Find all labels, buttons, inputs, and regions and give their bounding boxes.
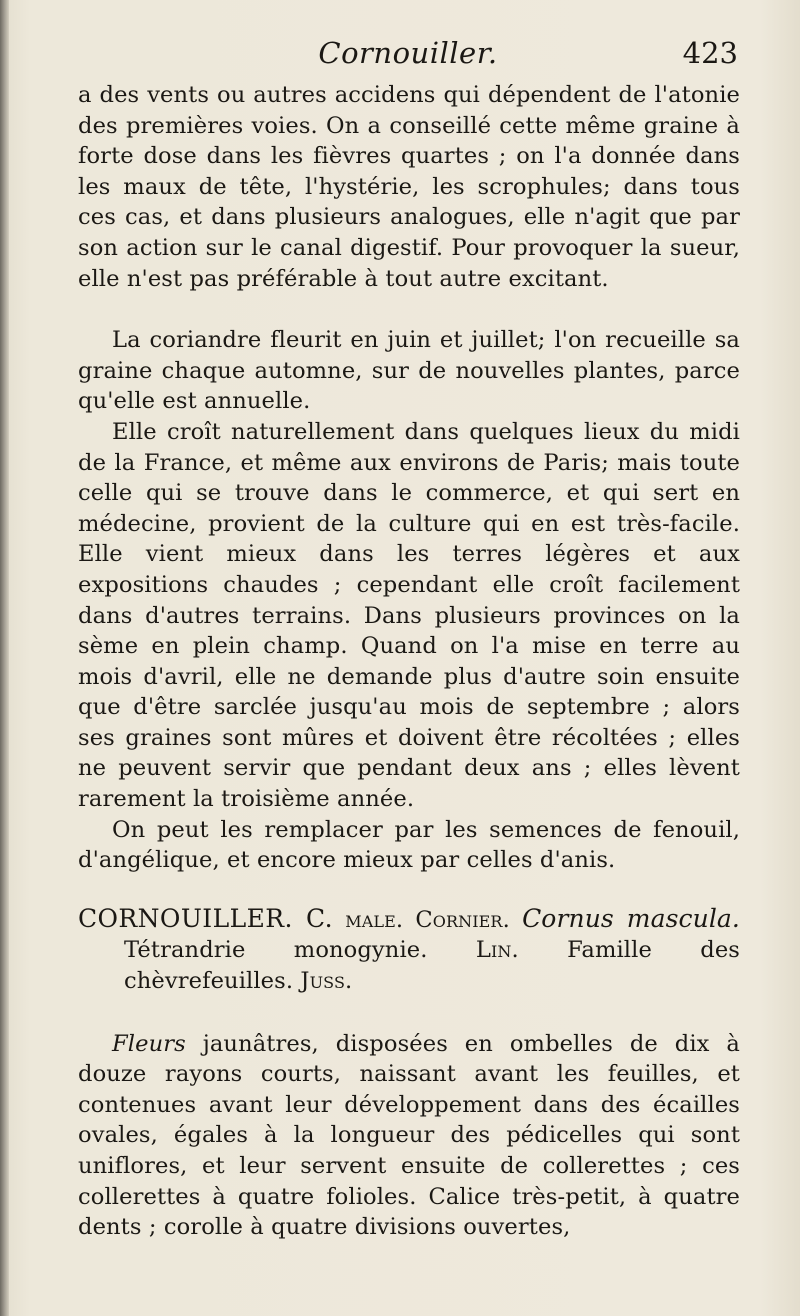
paragraph-substitutes: On peut les remplacer par les semences de fenouil, d'angélique, et encore mieux par celles d'anis. — [78, 816, 740, 874]
page-number: 423 — [682, 36, 738, 70]
book-spine-edge — [0, 0, 9, 1316]
description-text: jaunâtres, disposées en ombelles de dix à douze rayons courts, naissant avant les feuilles, et contenues avant leur développement dans des écailles ovales, égales à la longueur des pédicelles qui sont uniflores, et leur servent ensuite de collerettes ; ces collerettes à quatre folioles. Calice très-petit, à quatre dents ; corolle à quatre divisions ouvertes, — [78, 1030, 740, 1241]
entry-author-linn: Lin. — [475, 937, 519, 964]
entry-heading — [78, 904, 740, 997]
paragraph-flowering: La coriandre fleurit en juin et juillet; l'on recueille sa graine chaque automne, sur de nouvelles plantes, parce qu'elle est annuelle. — [78, 327, 740, 415]
paragraph-habitat: Elle croît naturellement dans quelques lieux du midi de la France, et même aux environs de Paris; mais toute celle qui se trouve dans le commerce, et qui sert en médecine, provient de la culture qui en est très-facile. Elle vient mieux dans les terres légères et aux expositions chaudes ; cependant elle croît facilement dans d'autres terrains. Dans plusieurs provinces on la sème en plein champ. Quand on l'a mise en terre au mois d'avril, elle ne demande plus d'autre soin ensuite que d'être sarclée jusqu'au mois de septembre ; alors ses graines sont mûres et doivent être récoltées ; elles ne peuvent servir que pendant deux ans ; elles lèvent rarement la troisième année. — [78, 418, 740, 813]
entry-sex: male. — [345, 906, 404, 933]
entry-family: Famille des chèvrefeuilles. — [124, 937, 740, 995]
entry-author-juss: Juss. — [300, 968, 353, 995]
entry-latin-name: Cornus mascula. — [522, 903, 740, 933]
entry-classification: Tétrandrie monogynie. — [124, 937, 428, 964]
paragraph-description — [78, 1029, 740, 1243]
entry-headword: CORNOUILLER. C. — [78, 903, 334, 933]
entry-common-name: Cornier. — [415, 906, 510, 933]
page-header — [78, 36, 738, 80]
paragraph-continuation: a des vents ou autres accidens qui dépendent de l'atonie des premières voies. On a conseillé cette même graine à forte dose dans les fièvres quartes ; on l'a donnée dans les maux de tête, l'hystérie, les scrophules; dans tous ces cas, et dans plusieurs analogues, elle n'agit que par son action sur le canal digestif. Pour provoquer la sueur, elle n'est pas préférable à tout autre excitant. — [78, 82, 740, 292]
description-lead: Fleurs — [112, 1030, 186, 1057]
body-text — [78, 80, 740, 1243]
running-title: Cornouiller. — [318, 36, 498, 70]
